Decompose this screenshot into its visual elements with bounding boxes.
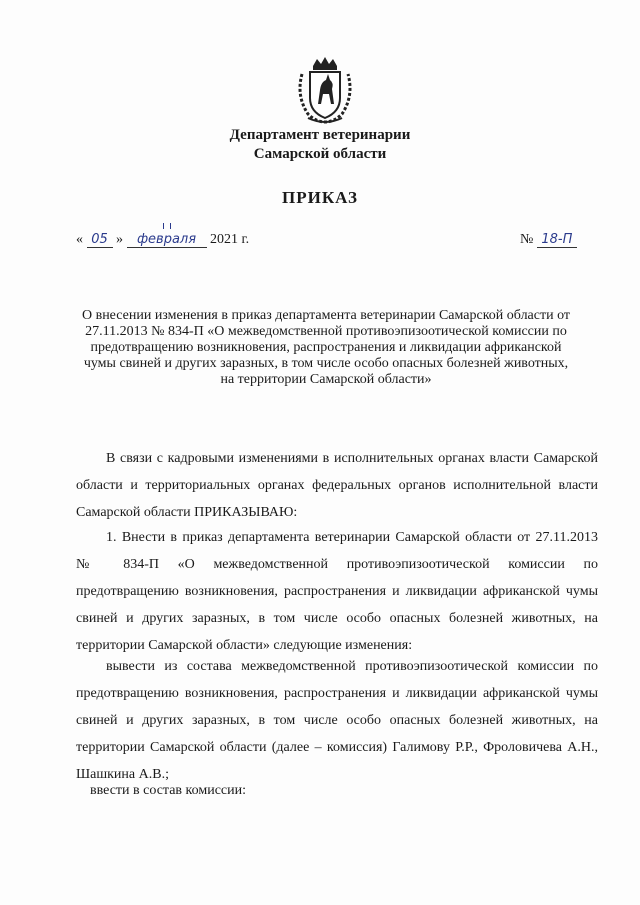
- order-number-value: 18-П: [537, 232, 577, 248]
- order-number: [520, 232, 577, 248]
- body-paragraph-3-text: вывести из состава межведомственной противоэпизоотической комиссии по предотвращению возникновения, распространения и ликвидации африканской чумы свиней и других заразных, в том числе особо опасных болезней животных, на территории Самарской области (далее – комиссия) Галимову Р.Р., Фроловичева А.Н., Шашкина А.В.;: [76, 659, 598, 782]
- order-subject: О внесении изменения в приказ департамента ветеринарии Самарской области от 27.11.2013 № 834-П «О межведомственной противоэпизоотической комиссии по предотвращению возникновения, распространения и ликвидации африканской чумы свиней и других заразных, в том числе особо опасных болезней животных, на территории Самарской области»: [81, 308, 571, 387]
- body-paragraph-2-text: 1. Внести в приказ департамента ветеринарии Самарской области от 27.11.2013 № 834-П «О межведомственной противоэпизоотической комиссии по предотвращению возникновения, распространения и ликвидации африканской чумы свиней и других заразных, в том числе особо опасных болезней животных, на территории Самарской области» следующие изменения:: [76, 530, 598, 653]
- date-day: 05: [87, 232, 113, 248]
- order-number-prefix: №: [520, 232, 534, 247]
- date-month: февраля: [127, 232, 207, 248]
- org-name-line1: Департамент ветеринарии: [229, 127, 411, 143]
- body-paragraph-4-text: ввести в состав комиссии:: [90, 783, 247, 798]
- body-paragraph-1-text: В связи с кадровыми изменениями в исполнительных органах власти Самарской области и территориальных органах федеральных органов исполнительной власти Самарской области ПРИКАЗЫВАЮ:: [76, 451, 598, 520]
- body-paragraph-1: [76, 445, 598, 526]
- body-paragraph-2: [76, 524, 598, 659]
- body-paragraph-3: [76, 653, 598, 788]
- samara-coat-of-arms-icon: [294, 56, 356, 124]
- document-title: ПРИКАЗ: [282, 188, 358, 207]
- order-date: [76, 232, 249, 248]
- date-close-quote: »: [116, 232, 123, 247]
- org-name-line2: Самарской области: [253, 146, 387, 162]
- date-year: 2021 г.: [210, 232, 250, 247]
- date-open-quote: «: [76, 232, 83, 247]
- body-paragraph-4: [76, 777, 598, 804]
